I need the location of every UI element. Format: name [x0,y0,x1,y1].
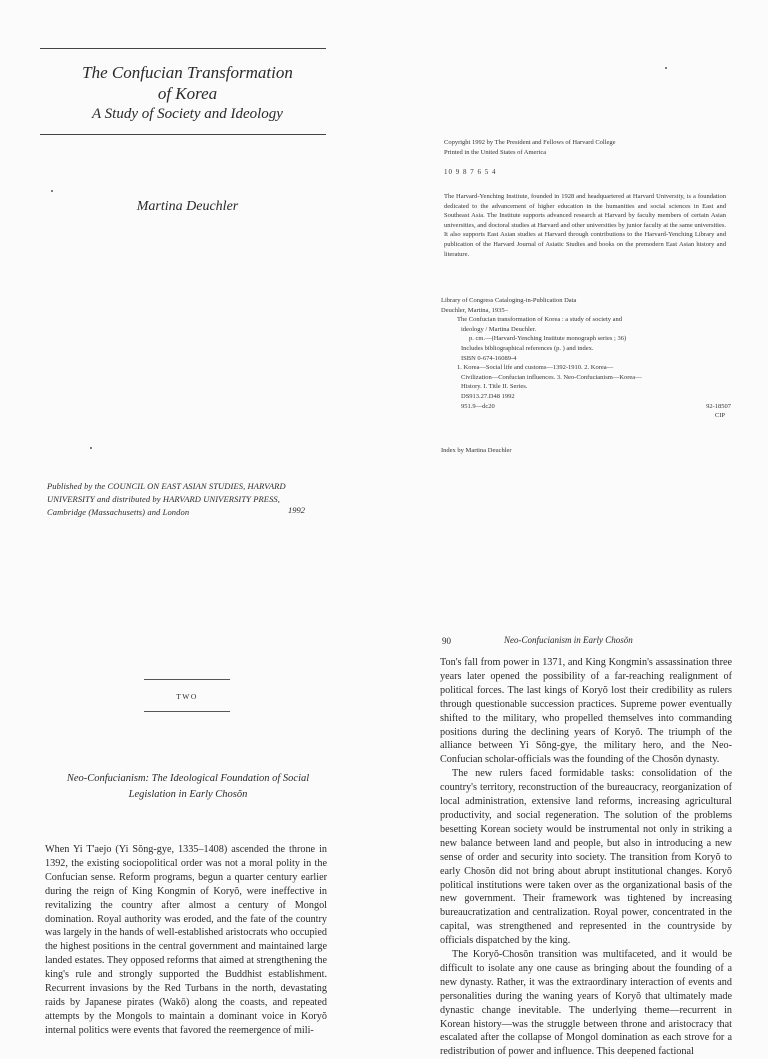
cip-dewey-row [441,402,731,412]
imprint-line2: UNIVERSITY and distributed by HARVARD UNIVERSITY PRESS, [47,494,281,504]
text-paragraph-1: Ton's fall from power in 1371, and King Kongmin's assassination three years later opened the possibility of a far-reaching realignment of political forces. The last kings of Koryŏ lost their credibility as rulers through questionable succession practices. Supreme power eventually shifted to the military, who propelled themselves into commanding positions during the declining years of Koryŏ. The triumph of the alliance between Yi Sŏng-gye, the military hero, and the Neo-Confucian scholar-officials was the founding of the Chosŏn dynasty. [440,657,732,766]
cip-notes: Includes bibliographical references (p. ) and index. [461,344,594,352]
chapter-body [45,843,327,1038]
cip-subjects-line3: History. I. Title II. Series. [461,383,528,391]
cip-lccn: 92-18507 [706,402,731,410]
text-paragraph-3: The Koryŏ-Chosŏn transition was multifaceted, and it would be difficult to isolate any one cause as bringing about the founding of a new dynasty. Rather, it was the extraordinary interaction of events and personalities during the waning years of Koryŏ that ultimately made dynastic change inevitable. The underlying theme—recurrent in Korean history—was the struggle between throne and aristocracy that escalated after the collapse of Mongol domination as each strove for a redistribution of power and influence. This deepened factional [440,949,732,1058]
text-body [440,656,732,1059]
book-title-line1: The Confucian Transformation [82,63,293,82]
chapter-title-line2: Legislation in Early Chosŏn [128,789,248,800]
page-number: 90 [442,636,451,646]
chapter-number: TWO [176,692,198,701]
speck [665,67,667,69]
text-paragraph-2: The new rulers faced formidable tasks: consolidation of the country's territory, reconstruction of the bureaucracy, reorganization of local administration, extensive land reforms, increasing agricultural productivity, and social regeneration. The solution of the problems besetting Korean society would be instrumental not only in striking a new balance between land and people, but also in introducing a new sense of order and security into society. The transition from Koryŏ to early Chosŏn did not bring about abrupt institutional changes. Koryŏ political institutions were taken over as the organizational basis of the new government. Their framework was tightened by increasing bureaucratization and centralization. Royal power, concentrated in the capital, was strengthened and represented in the countryside by officials dispatched by the king. [440,768,732,947]
index-credit: Index by Martina Deuchler [441,447,512,454]
chapter-opening-page [0,590,384,1036]
copyright-line2: Printed in the United States of America [444,148,547,156]
top-rule [40,48,326,49]
cip-subjects-line1: 1. Korea—Social life and customs—1392-1910. 2. Korea— [457,364,614,372]
cip-dewey: 951.9—dc20 [461,402,495,410]
imprint-line1: Published by the COUNCIL ON EAST ASIAN STUDIES, HARVARD [47,481,286,491]
copyright-line1: Copyright 1992 by The President and Fellows of Harvard College [444,139,616,146]
chapter-rule-top [144,679,230,680]
cip-heading: Library of Congress Cataloging-in-Publication Data [441,297,577,304]
cip-title-line1: The Confucian transformation of Korea : a study of society and [457,316,622,324]
author-name: Martina Deuchler [136,199,239,214]
cip-physical: p. cm.—(Harvard-Yenching Institute monograph series ; 36) [469,335,627,343]
speck [90,447,92,449]
bottom-rule [40,134,326,135]
title-page [0,0,384,590]
book-title-line2: of Korea [157,84,218,103]
cip-subjects-line2: Civilization—Confucian influences. 3. Neo-Confucianism—Korea— [461,373,642,381]
institute-note: The Harvard-Yenching Institute, founded in 1928 and headquartered at Harvard University, is a foundation dedicated to the advancement of higher education in the humanities and social sciences in East and Southeast Asia. The Institute supports advanced research at Harvard by faculty members of certain Asian universities, and doctoral studies at Harvard and other universities by junior faculty at the same universities. It also supports East Asian studies at Harvard through contributions to the Harvard-Yenching Library and publication of the Harvard Journal of Asiatic Studies and books on the premodern East Asian history and literature. [444,193,726,258]
speck [51,190,53,192]
cip-title-line2: ideology / Martina Deuchler. [461,325,537,333]
cip-author: Deuchler, Martina, 1935– [441,306,508,314]
cip-label: CIP [714,412,725,420]
printing-numbers: 10 9 8 7 6 5 4 [444,168,497,176]
text-page [384,590,768,1058]
chapter-title-line1: Neo-Confucianism: The Ideological Foundation of Social [66,773,310,784]
copyright-page [384,0,768,590]
cip-lc-class: DS913.27.D48 1992 [461,392,515,400]
imprint-line3: Cambridge (Massachusetts) and London [47,507,190,517]
running-head: Neo-Confucianism in Early Chosŏn [504,635,633,645]
copyright-notice [444,138,724,157]
chapter-rule-bottom [144,711,230,712]
publication-year: 1992 [288,505,305,515]
chapter-paragraph: When Yi T'aejo (Yi Sŏng-gye, 1335–1408) ascended the throne in 1392, the existing sociopolitical order was not a moral polity in the Confucian sense. Reform programs, begun a quarter century earlier during the reign of King Kongmin of Koryŏ, were ineffective in revitalizing the country after almost a century of Mongol domination. Royal authority was eroded, and the fate of the country was largely in the hands of well-established aristocrats who occupied the highest positions in the central government and maintained large landed estates. They opposed reforms that aimed at strengthening the king's rule and strongly supported the Buddhist establishment. Recurrent invasions by the Red Turbans in the north, devastating raids by Japanese pirates (Wakō) along the coasts, and repeated attempts by the Mongols to maintain a dominant voice in Koryŏ internal politics were events that favored the reemergence of mili- [45,844,327,1036]
cip-data-block [441,296,731,421]
cip-isbn: ISBN 0-674-16089-4 [461,354,517,362]
book-subtitle: A Study of Society and Ideology [92,106,283,122]
